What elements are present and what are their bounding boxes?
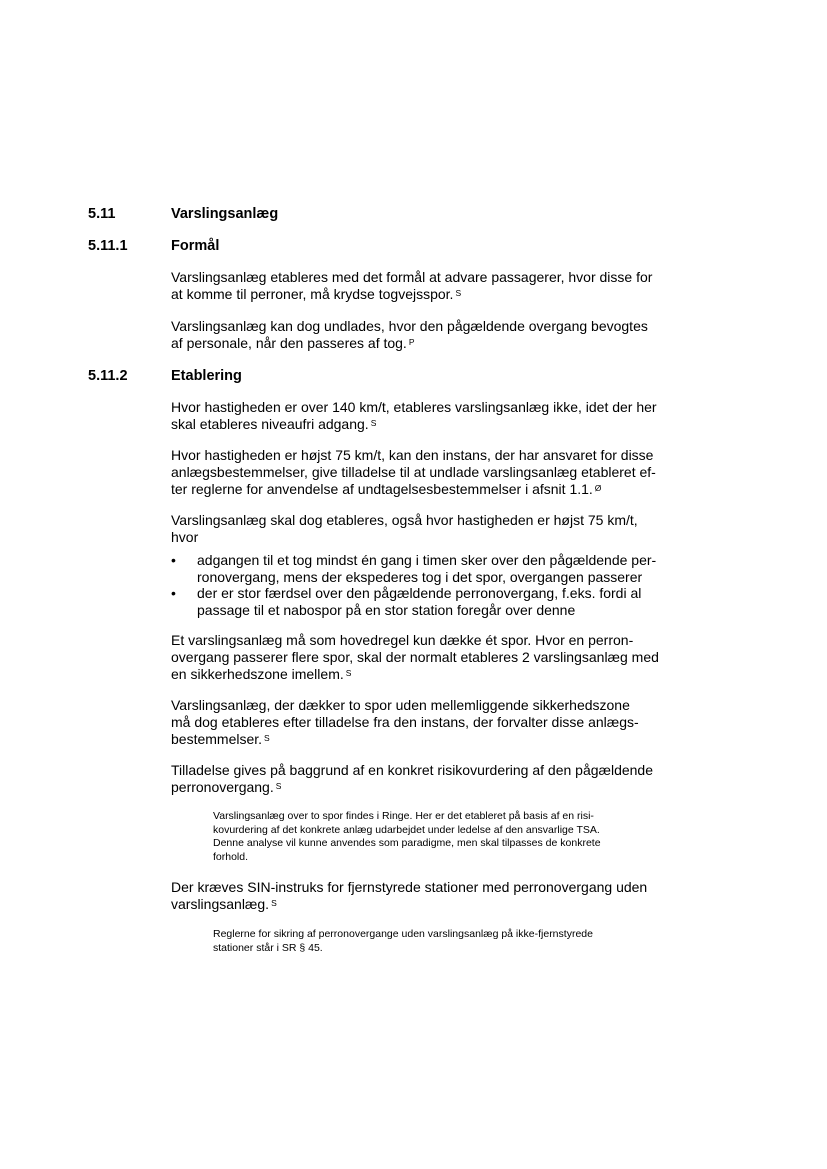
text-line: skal etableres niveaufri adgang. <box>171 416 369 432</box>
text-line: må dog etableres efter tilladelse fra den instans, der forvalter disse anlægs- <box>171 714 639 730</box>
guidance-note-1 <box>213 810 653 864</box>
text-line: bestemmelser. <box>171 731 263 747</box>
section-number: 5.11 <box>88 206 116 222</box>
text-line: Denne analyse vil kunne anvendes som paradigme, men skal tilpasses de konkrete <box>213 837 601 849</box>
paragraph-establishment-6 <box>171 762 654 796</box>
text-line: stationer står i SR § 45. <box>213 941 323 954</box>
text-line: Hvor hastigheden er højst 75 km/t, kan den instans, der har ansvaret for disse <box>171 447 654 463</box>
text-line: Varslingsanlæg skal dog etableres, også hvor hastigheden er højst 75 km/t, <box>171 512 638 528</box>
paragraph-purpose-1 <box>171 269 651 303</box>
text-line: Varslingsanlæg over to spor findes i Ringe. Her er det etableret på basis af en risi- <box>213 810 594 822</box>
text-line: Varslingsanlæg etableres med det formål at advare passagerer, hvor disse for <box>171 269 653 285</box>
bullet-icon: • <box>171 585 176 601</box>
paragraph-establishment-3 <box>171 512 651 546</box>
provision-mark: P <box>408 337 415 347</box>
provision-mark: S <box>264 733 270 743</box>
text-line: Reglerne for sikring af perronovergange uden varslingsanlæg på ikke-fjernstyrede <box>213 928 593 940</box>
text-line: af personale, når den passeres af tog. <box>171 335 407 351</box>
text-line: ter reglerne for anvendelse af undtagelsesbestemmelser i afsnit 1.1. <box>171 481 593 497</box>
text-line: ronovergang, mens der ekspederes tog i det spor, overgangen passerer <box>197 569 643 585</box>
text-line: hvor <box>171 529 199 545</box>
text-line: Varslingsanlæg kan dog undlades, hvor den pågældende overgang bevogtes <box>171 318 648 334</box>
provision-mark: S <box>271 898 277 908</box>
text-line: passage til et nabospor på en stor station foregår over denne <box>197 602 576 618</box>
text-line: der er stor færdsel over den pågældende perronovergang, f.eks. fordi al <box>197 585 642 601</box>
text-line: forhold. <box>213 850 249 863</box>
text-line: perronovergang. <box>171 779 274 795</box>
text-line: at komme til perroner, må krydse togvejsspor. <box>171 286 454 302</box>
section-title: Etablering <box>171 368 242 384</box>
provision-mark: S <box>370 418 377 428</box>
text-line: overgang passerer flere spor, skal der normalt etableres 2 varslingsanlæg med <box>171 649 659 665</box>
bullet-icon: • <box>171 552 176 568</box>
section-number: 5.11.1 <box>88 238 128 254</box>
section-title: Formål <box>171 238 220 254</box>
text-line: kovurdering af det konkrete anlæg udarbejdet under ledelse af den ansvarlige TSA. <box>213 823 600 836</box>
paragraph-establishment-5 <box>171 697 651 748</box>
text-line: Hvor hastigheden er over 140 km/t, etableres varslingsanlæg ikke, idet der her <box>171 399 657 415</box>
paragraph-establishment-1 <box>171 399 657 433</box>
section-number: 5.11.2 <box>88 368 128 384</box>
text-line: varslingsanlæg. <box>171 896 270 912</box>
paragraph-establishment-4 <box>171 632 659 683</box>
provision-mark: S <box>345 668 352 678</box>
paragraph-purpose-2 <box>171 318 651 352</box>
provision-mark: Ø <box>594 483 602 493</box>
provision-mark: S <box>275 781 282 791</box>
text-line: Et varslingsanlæg må som hovedregel kun dække ét spor. Hvor en perron- <box>171 632 634 648</box>
text-line: anlægsbestemmelser, give tilladelse til at undlade varslingsanlæg etableret ef- <box>171 464 656 480</box>
text-line: Varslingsanlæg, der dækker to spor uden mellemliggende sikkerhedszone <box>171 697 630 713</box>
paragraph-establishment-7 <box>171 879 651 913</box>
guidance-note-2 <box>213 928 653 955</box>
text-line: en sikkerhedszone imellem. <box>171 666 344 682</box>
provision-mark: S <box>455 288 462 298</box>
text-line: adgangen til et tog mindst én gang i timen sker over den pågældende per- <box>197 552 657 568</box>
text-line: Tilladelse gives på baggrund af en konkret risikovurdering af den pågældende <box>171 762 654 778</box>
paragraph-establishment-2 <box>171 447 656 498</box>
section-title: Varslingsanlæg <box>171 206 279 222</box>
text-line: Der kræves SIN-instruks for fjernstyrede stationer med perronovergang uden <box>171 879 648 895</box>
